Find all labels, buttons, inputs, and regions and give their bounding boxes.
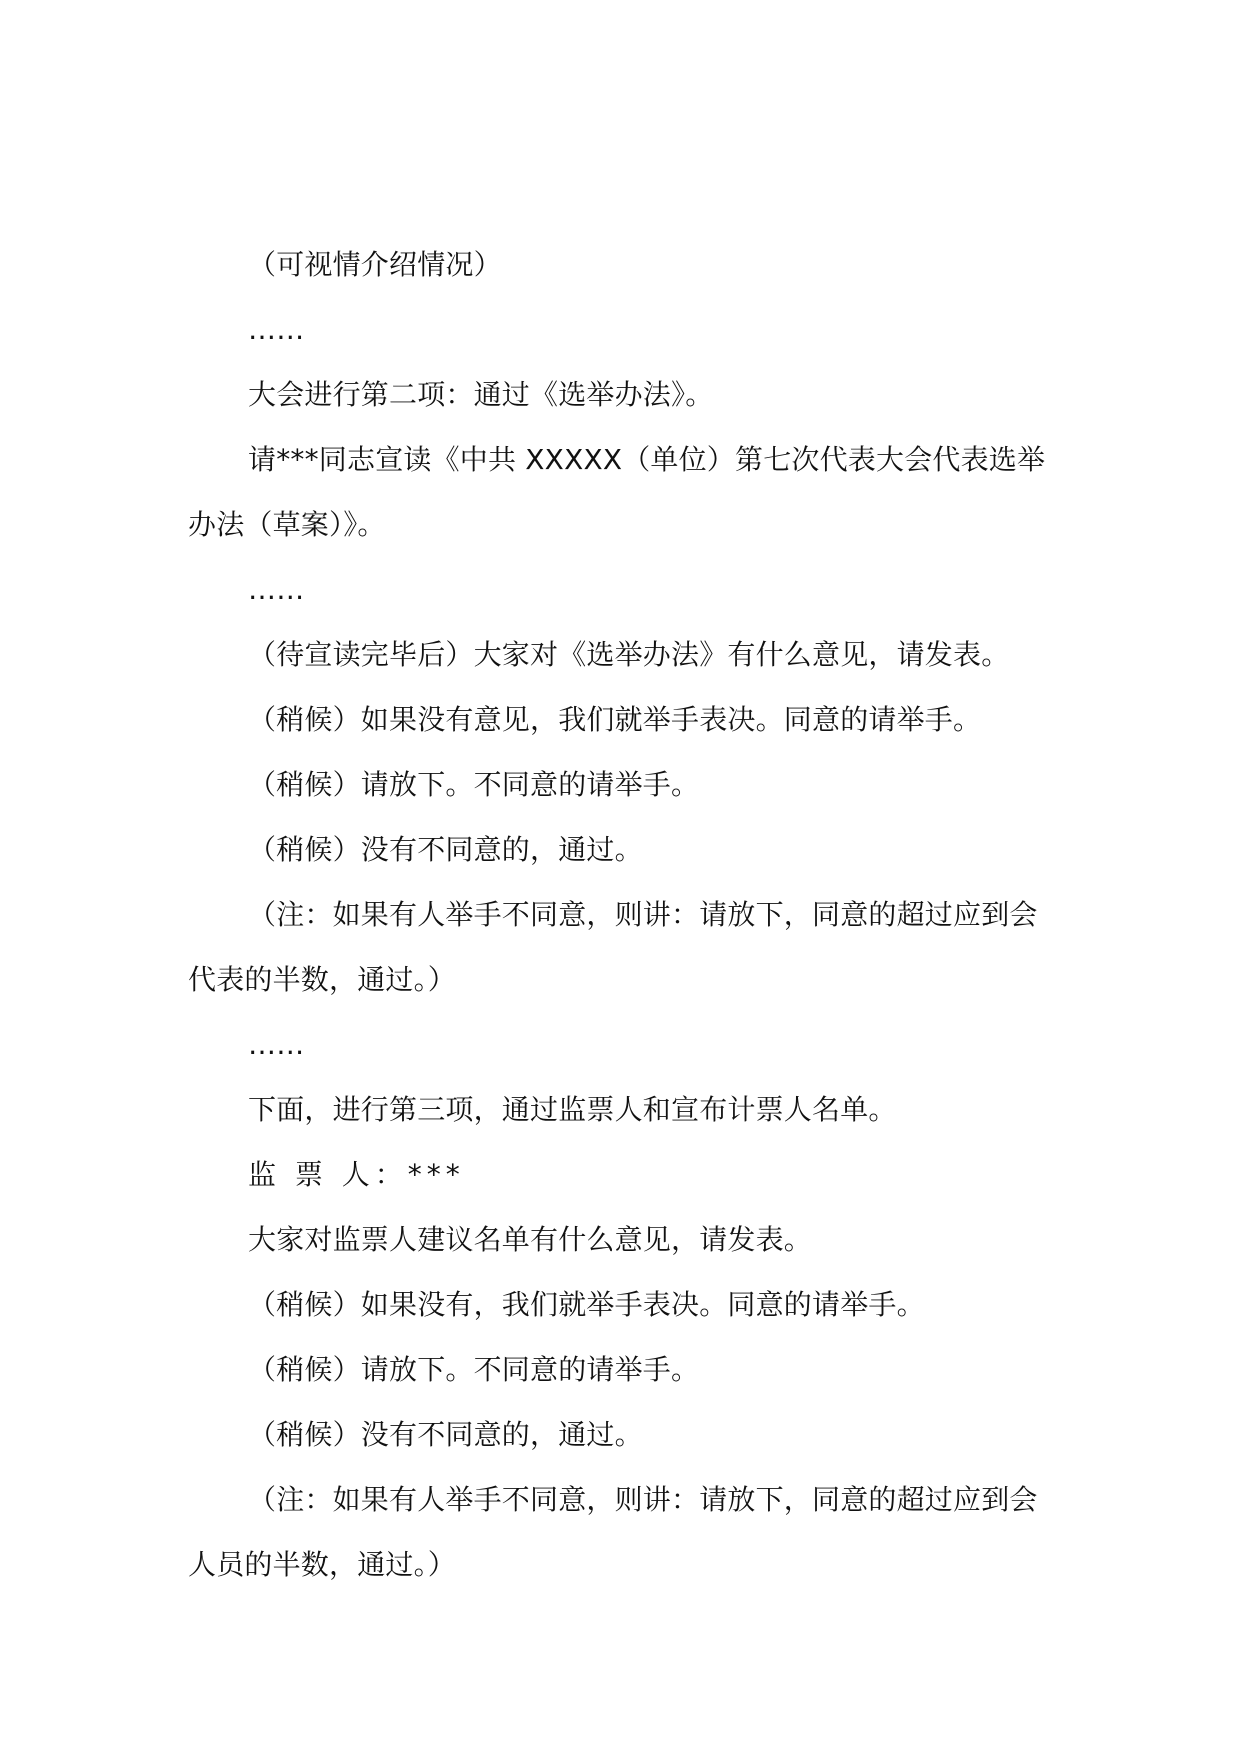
paragraph-passed: （稍候）没有不同意的，通过。 <box>248 833 643 866</box>
paragraph-vote-agree: （稍候）如果没有，我们就举手表决。同意的请举手。 <box>248 1288 925 1321</box>
paragraph-scrutineers: 监 票 人：*** <box>248 1158 465 1191</box>
paragraph-vote-agree: （稍候）如果没有意见，我们就举手表决。同意的请举手。 <box>248 703 982 736</box>
paragraph-item-two: 大会进行第二项：通过《选举办法》。 <box>248 378 714 411</box>
paragraph-vote-disagree: （稍候）请放下。不同意的请举手。 <box>248 1353 700 1386</box>
paragraph-read-draft: 请***同志宣读《中共 XXXXX（单位）第七次代表大会代表选举办法（草案）》。 <box>188 443 1046 541</box>
paragraph-opinions: （待宣读完毕后）大家对《选举办法》有什么意见，请发表。 <box>248 638 1010 671</box>
document-body <box>188 232 1058 1597</box>
paragraph-ellipsis: …… <box>248 573 305 606</box>
paragraph-vote-disagree: （稍候）请放下。不同意的请举手。 <box>248 768 700 801</box>
paragraph-ellipsis: …… <box>248 1028 305 1061</box>
paragraph-ellipsis: …… <box>248 313 305 346</box>
paragraph-note-representatives: （注：如果有人举手不同意，则讲：请放下，同意的超过应到会代表的半数，通过。） <box>188 898 1038 996</box>
paragraph-item-three: 下面，进行第三项，通过监票人和宣布计票人名单。 <box>248 1093 897 1126</box>
paragraph-intro-note: （可视情介绍情况） <box>248 248 502 281</box>
paragraph-scrutineer-opinions: 大家对监票人建议名单有什么意见，请发表。 <box>248 1223 813 1256</box>
paragraph-note-attendees: （注：如果有人举手不同意，则讲：请放下，同意的超过应到会人员的半数，通过。） <box>188 1483 1038 1581</box>
paragraph-passed: （稍候）没有不同意的，通过。 <box>248 1418 643 1451</box>
